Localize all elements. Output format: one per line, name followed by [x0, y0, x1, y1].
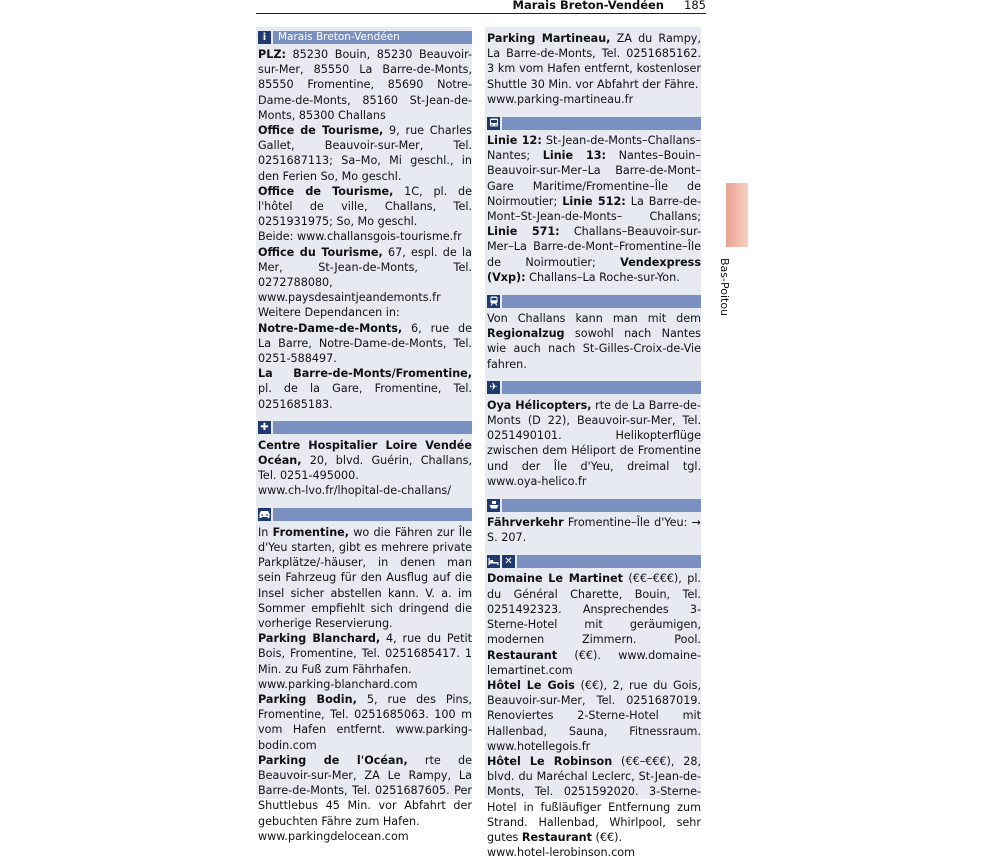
- left-column: [256, 27, 473, 843]
- hotel-entry: Hôtel Le Gois (€€), 2, rue du Gois, Beauvoir-sur-Mer, Tel. 0251687019. Renoviertes 2-Sterne-Hotel mit Hallenbad, Sauna, Fitnessraum. www.hotellegois.fr: [487, 678, 701, 753]
- air-box-header: [487, 381, 701, 395]
- running-title: Marais Breton-Vendéen: [512, 0, 664, 12]
- parking-box: [256, 505, 472, 850]
- office-entry: Office du Tourisme, 67, espl. de la Mer, St-Jean-de-Monts, Tel. 0272788080, www.paysdesaintjeandemonts.fr: [258, 245, 472, 305]
- train-box-header: [487, 294, 701, 308]
- chapter-tab: [726, 183, 748, 247]
- page-number: 185: [684, 0, 706, 12]
- parking-box-header: [258, 508, 472, 522]
- section-bar: [502, 295, 701, 308]
- page-header: [256, 0, 706, 14]
- dependancen-label: Weitere Dependancen in:: [258, 306, 400, 320]
- hospital-cross-icon: ✚: [258, 421, 271, 434]
- office-entry: Office de Tourisme, 9, rue Charles Gallet, Beauvoir-sur-Mer, Tel. 0251687113; Sa–Mo, Mi geschl., in den Ferien So, Mo geschl.: [258, 124, 472, 183]
- office-entry: Notre-Dame-de-Monts, 6, rue de La Barre, Notre-Dame-de-Monts, Tel. 0251-588497.: [258, 321, 472, 366]
- section-bar: [273, 421, 472, 434]
- section-bar: [502, 117, 701, 130]
- parking-entry: Parking Martineau, ZA du Rampy, La Barre-de-Monts, Tel. 0251685162. 3 km vom Hafen entfernt, kostenloser Shuttle 30 Min. vor Abfahrt der Fähre.: [487, 32, 701, 91]
- hotel-url: www.hotel-lerobinson.com: [487, 846, 636, 860]
- bed-icon: [487, 555, 500, 568]
- parking-url: www.parking-blanchard.com: [258, 677, 418, 691]
- bus-lines: Linie 12: St-Jean-de-Monts–Challans–Nantes; Linie 13: Nantes–Bouin–Beauvoir-sur-Mer–La Barre-de-Mont–Gare Maritime/Fromentine–Île de Noirmoutier; Linie 512: La Barre-de-Mont–St-Jean-de-Monts– Challans; Linie 571: Challans–Beauvoir-sur-Mer–La Barre-de-Mont–Fromentine–Île de Noirmoutier; Vendexpress (Vxp): Challans–La Roche-sur-Yon.: [487, 134, 701, 284]
- ferry-box-header: [487, 498, 701, 512]
- parking-continued: [485, 27, 701, 113]
- info-box-title: Marais Breton-Vendéen: [273, 31, 472, 44]
- parking-entry: Parking Blanchard, 4, rue du Petit Bois, Fromentine, Tel. 0251685417. 1 Min. zu Fuß zum Fährhafen.: [258, 632, 472, 676]
- ship-icon: [487, 499, 500, 512]
- office-entry: La Barre-de-Monts/Fromentine, pl. de la Gare, Fromentine, Tel. 0251685183.: [258, 367, 472, 411]
- section-bar: [502, 499, 701, 512]
- train-icon: [487, 295, 500, 308]
- parking-entry: Parking de l'Océan, rte de Beauvoir-sur-Mer, ZA Le Rampy, La Barre-de-Monts, Tel. 0251687605. Per Shuttlebus 45 Min. vor Abfahrt der gebuchten Fähre zum Hafen.: [258, 753, 473, 828]
- hotel-entry: Hôtel Le Robinson (€€–€€€), 28, blvd. du Maréchal Leclerc, St-Jean-de-Monts, Tel. 0251592020. 3-Sterne-Hotel in fußläufiger Entfernung zum Strand. Hallenbad, Whirlpool, sehr gutes Restaurant (€€).: [487, 754, 701, 844]
- parking-url: www.parkingdelocean.com: [258, 829, 409, 843]
- info-icon: i: [258, 31, 271, 44]
- info-box: [256, 27, 472, 418]
- train-box: [485, 291, 701, 378]
- hospital-entry: Centre Hospitalier Loire Vendée Océan, 20, blvd. Guérin, Challans, Tel. 0251-495000.: [258, 438, 472, 483]
- hotel-box: [485, 551, 701, 866]
- section-bar: [517, 555, 701, 568]
- section-bar: [502, 381, 701, 394]
- right-column: [485, 27, 701, 860]
- hotel-entry: Domaine Le Martinet (€€–€€€), pl. du Général Charette, Bouin, Tel. 0251492323. Ansprechendes 3-Sterne-Hotel mit geräumigen, modernen Zimmern. Pool. Restaurant (€€). www.domaine-lemartinet.com: [487, 572, 701, 677]
- air-box: [485, 378, 701, 495]
- ferry-entry: Fährverkehr Fromentine–Île d'Yeu: → S. 207.: [487, 516, 701, 545]
- restaurant-icon: ✕: [502, 555, 515, 568]
- hotel-box-header: [487, 554, 701, 568]
- bus-icon: [487, 117, 500, 130]
- info-box-header: [258, 30, 472, 44]
- car-icon: [258, 508, 271, 521]
- bus-box-header: [487, 116, 701, 130]
- bus-box: [485, 113, 701, 291]
- train-entry: Von Challans kann man mit dem Regionalzug sowohl nach Nantes wie auch nach St-Gilles-Croix-de-Vie fahren.: [487, 312, 701, 371]
- parking-intro: In Fromentine, wo die Fähren zur Île d'Yeu starten, gibt es mehrere private Parkplätze/-häuser, in denen man sein Fahrzeug für den Ausflug auf die Insel sicher abstellen kann. V. a. im Sommer empfiehlt sich dringend die vorherige Reservierung.: [258, 525, 472, 630]
- section-bar: [273, 508, 472, 521]
- ferry-box: [485, 495, 701, 551]
- plz-entry: PLZ: 85230 Bouin, 85230 Beauvoir-sur-Mer, 85550 La Barre-de-Monts, 85550 Fromentine, 85690 Notre-Dame-de-Monts, 85160 St-Jean-de-Monts, 85300 Challans: [258, 48, 472, 122]
- heli-entry: Oya Hélicopters, rte de La Barre-de-Monts (D 22), Beauvoir-sur-Mer, Tel. 0251490101. Helikopterflüge zwischen dem Héliport de Fromentine und der Île d'Yeu, dreimal tgl. www.oya-helico.fr: [487, 398, 701, 488]
- chapter-label: Bas-Poitou: [718, 258, 731, 317]
- parking-url: www.parking-martineau.fr: [487, 92, 634, 106]
- website-entry: Beide: www.challansgois-tourisme.fr: [258, 230, 462, 244]
- parking-entry: Parking Bodin, 5, rue des Pins, Fromentine, Tel. 0251685063. 100 m vom Hafen entfernt. www.parking-bodin.com: [258, 692, 472, 752]
- hospital-box: [256, 418, 472, 505]
- hospital-url: www.ch-lvo.fr/lhopital-de-challans/: [258, 484, 452, 498]
- hospital-box-header: [258, 421, 472, 435]
- office-entry: Office de Tourisme, 1C, pl. de l'hôtel de ville, Challans, Tel. 0251931975; So, Mo geschl.: [258, 184, 472, 229]
- plane-icon: ✈: [487, 381, 500, 394]
